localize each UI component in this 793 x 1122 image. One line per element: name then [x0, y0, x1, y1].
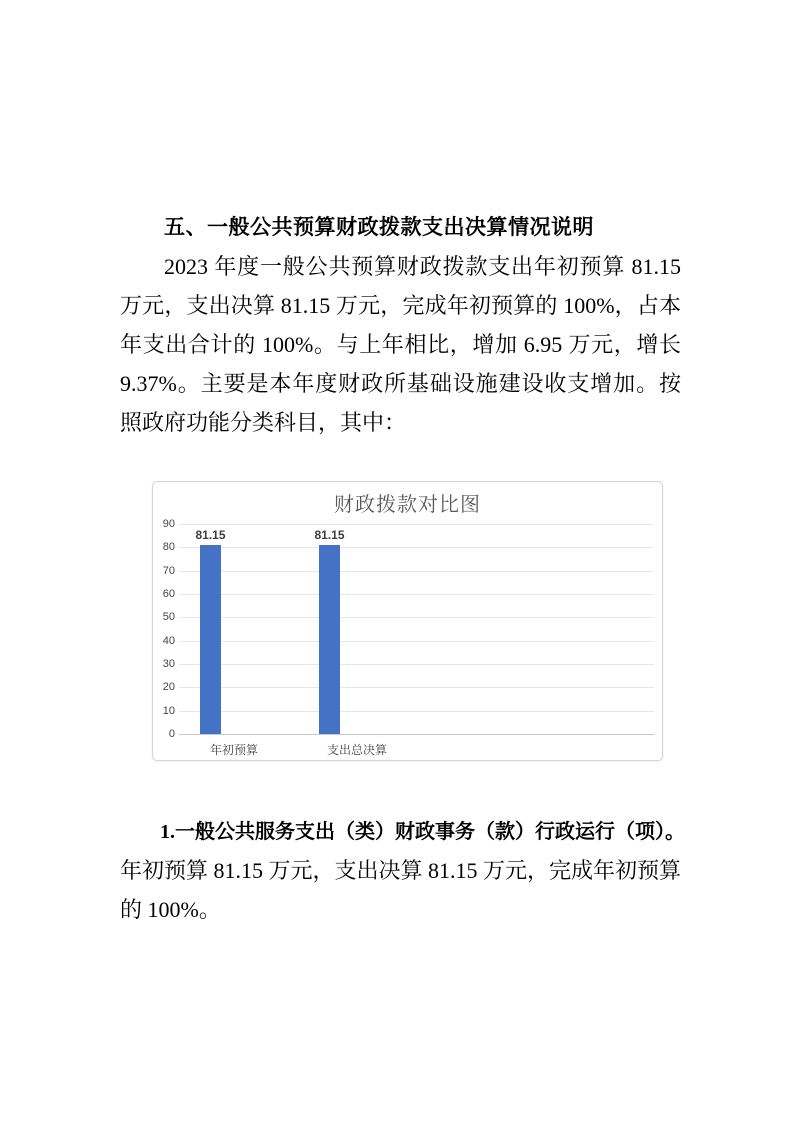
funding-comparison-chart: [152, 481, 663, 761]
gridline: [179, 547, 654, 548]
gridline: [179, 617, 654, 618]
x-axis-line: [179, 734, 654, 735]
bar-年初预算: [200, 545, 221, 734]
gridline: [179, 711, 654, 712]
gridline: [179, 641, 654, 642]
y-axis-tick-label: 70: [162, 564, 175, 577]
category-label: 支出总决算: [326, 743, 388, 757]
y-axis-tick-label: 80: [162, 541, 175, 554]
section-heading: 五、一般公共预算财政拨款支出决算情况说明: [164, 216, 594, 239]
chart-plot-area: [162, 518, 654, 757]
gridline: [179, 571, 654, 572]
subsection-heading-text: 1.一般公共服务支出（类）财政事务（款）行政运行（项）。: [160, 821, 685, 843]
subsection-heading: [120, 815, 740, 844]
paragraph-overview-text: 2023 年度一般公共预算财政拨款支出年初预算 81.15 万元，支出决算 81.15 万元，完成年初预算的 100%，占本年支出合计的 100%。与上年相比，增加 6.95 万元，增长 9.37%。主要是本年度财政所基础设施建设收支增加。按照政府功能分类科目，其中：: [120, 254, 681, 435]
bar-value-label: 81.15: [314, 527, 345, 542]
y-axis-tick-label: 40: [162, 634, 175, 647]
bar-支出总决算: [319, 545, 340, 734]
y-axis-tick-label: 20: [162, 681, 175, 694]
gridline: [179, 687, 654, 688]
y-axis-tick-label: 60: [162, 588, 175, 600]
gridline: [179, 524, 654, 525]
y-axis-tick-label: 30: [162, 658, 175, 670]
gridline: [179, 594, 654, 595]
category-label: 年初预算: [209, 743, 259, 757]
bar-value-label: 81.15: [195, 527, 226, 542]
y-axis-tick-label: 90: [162, 518, 175, 530]
paragraph-overview: [120, 247, 681, 442]
paragraph-detail: [120, 851, 681, 929]
y-axis-tick-label: 0: [168, 728, 175, 740]
gridline: [179, 664, 654, 665]
y-axis-tick-label: 10: [162, 704, 175, 717]
y-axis-tick-label: 50: [162, 611, 175, 624]
chart-title: 财政拨款对比图: [334, 494, 481, 516]
paragraph-detail-text: 年初预算 81.15 万元，支出决算 81.15 万元，完成年初预算的 100%。: [120, 858, 682, 922]
